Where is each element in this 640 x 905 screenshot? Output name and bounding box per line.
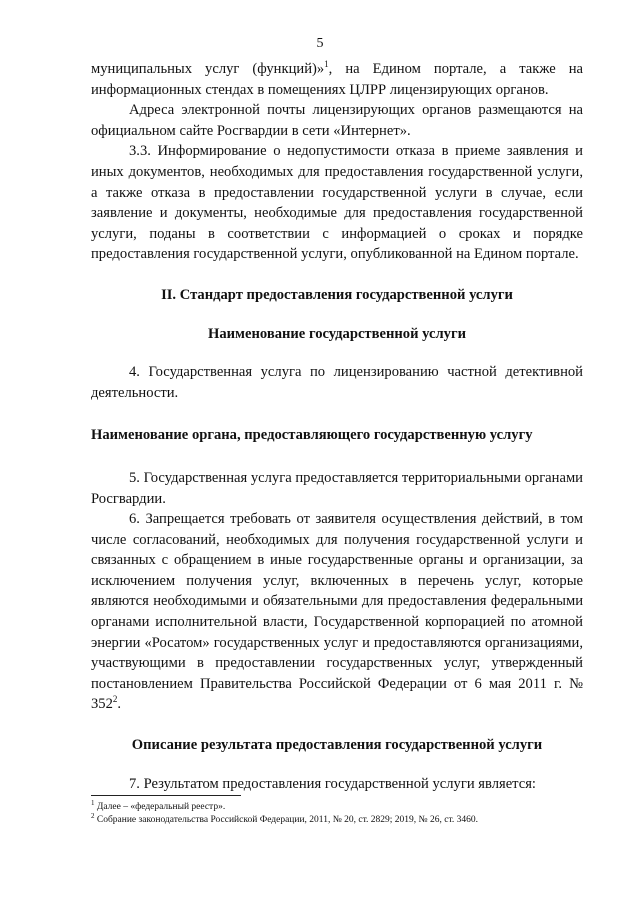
footnote-mark-1: 1 xyxy=(91,798,95,807)
paragraph-3-3: 3.3. Информирование о недопустимости отказа в приеме заявления и иных документов, необходимых для предоставления государственной услуги, а также отказа в предоставлении государственной услуги в случае, если заявление и документы, необходимые для предоставления государственной услуги, поданы в соответствии с информацией о сроках и порядке предоставления государственной услуги, опубликованной на Едином портале. xyxy=(91,143,583,263)
paragraph-6 xyxy=(91,509,583,715)
heading-result: Описание результата предоставления государственной услуги xyxy=(131,737,543,754)
footnotes xyxy=(91,798,591,827)
paragraph-1 xyxy=(91,59,583,100)
footnote-2 xyxy=(91,811,591,827)
paragraph-6-end: . xyxy=(117,696,122,713)
footnote-1 xyxy=(91,798,591,814)
paragraph-4: 4. Государственная услуга по лицензированию частной детективной деятельности. xyxy=(91,364,583,401)
footnote-mark-2: 2 xyxy=(91,811,95,820)
page-number: 5 xyxy=(316,36,324,51)
paragraph-1-text: муниципальных услуг (функций)» xyxy=(91,61,325,77)
paragraph-1-end: , на Едином портале, а также на информационных стендах в помещениях ЦЛРР лицензирующих органов. xyxy=(91,61,583,98)
section-title: II. Стандарт предоставления государственной услуги xyxy=(161,286,513,303)
paragraph-2: Адреса электронной почты лицензирующих органов размещаются на официальном сайте Росгвардии в сети «Интернет». xyxy=(91,102,583,139)
paragraph-5: 5. Государственная услуга предоставляется территориальными органами Росгвардии. xyxy=(91,469,583,507)
footnote-divider xyxy=(91,795,241,796)
footnote-text-1: Далее – «федеральный реестр». xyxy=(94,802,226,812)
footnote-text-2: Собрание законодательства Российской Федерации, 2011, № 20, ст. 2829; 2019, № 26, ст. 3460. xyxy=(94,815,479,825)
paragraph-7: 7. Результатом предоставления государственной услуги является: xyxy=(129,775,536,792)
heading-service-name: Наименование государственной услуги xyxy=(208,325,466,342)
paragraph-6-text: 6. Запрещается требовать от заявителя осуществления действий, в том числе согласований, необходимых для получения государственной услуги и связанных с обращением в иные государственные органы и организации, за исключением получения услуг, включенных в перечень услуг, которые являются необходимыми и обязательными для предоставления федеральными органами исполнительной власти, Государственной корпорацией по атомной энергии «Росатом» государственных услуг и предоставляются организациями, участвующими в предоставлении государственных услуг, утвержденный постановлением Правительства Российской Федерации от 6 мая 2011 г. № 352 xyxy=(91,511,583,713)
heading-providing-body: Наименование органа, предоставляющего государственную услугу xyxy=(91,427,533,444)
document-body xyxy=(91,59,583,794)
footnote-ref-1: 1 xyxy=(324,59,329,70)
footnote-ref-2: 2 xyxy=(112,694,118,705)
